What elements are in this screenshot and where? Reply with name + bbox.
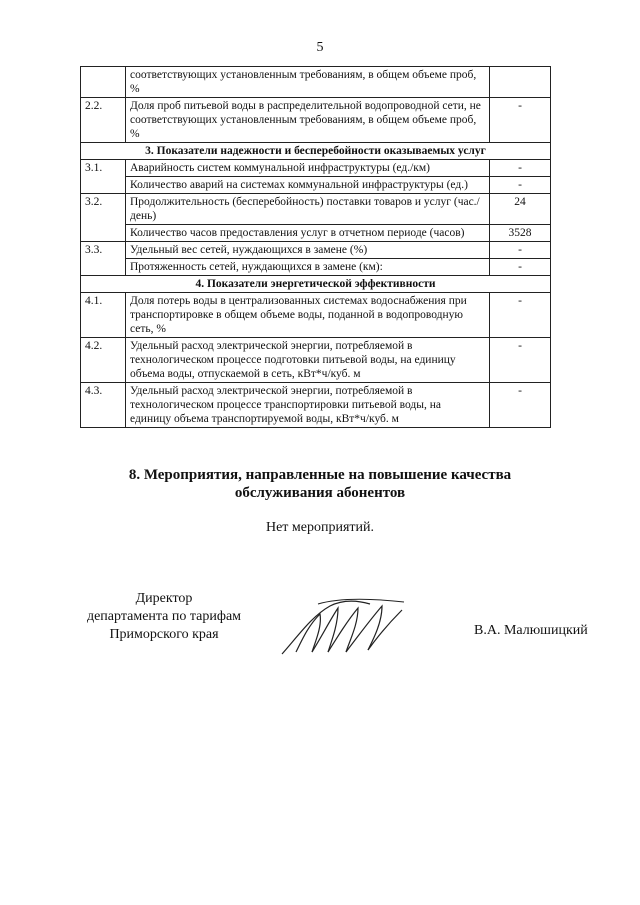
section-8-title-line1: 8. Мероприятия, направленные на повышение качества	[128, 467, 512, 483]
no-events-text: Нет мероприятий.	[265, 520, 375, 535]
subrow-value: 3528	[490, 225, 551, 242]
section-3-header: 3. Показатели надежности и бесперебойности оказываемых услуг	[81, 143, 551, 160]
row-value: -	[490, 338, 551, 383]
section-header-row	[81, 143, 551, 160]
table-row	[81, 293, 551, 338]
signatory-title-line3: Приморского края	[109, 627, 219, 642]
subrow-value: -	[490, 259, 551, 276]
row-number: 4.3.	[81, 383, 126, 428]
row-number: 3.2.	[81, 194, 126, 242]
table-row	[81, 338, 551, 383]
subrow-text: Количество часов предоставления услуг в отчетном периоде (часов)	[126, 225, 490, 242]
row-value: 24	[490, 194, 551, 225]
subrow-value: -	[490, 177, 551, 194]
row-value	[490, 67, 551, 98]
signatory-title-line1: Директор	[135, 591, 193, 606]
subrow-text: Протяженность сетей, нуждающихся в замене (км):	[126, 259, 490, 276]
row-value: -	[490, 293, 551, 338]
row-number: 4.2.	[81, 338, 126, 383]
subrow-text: Количество аварий на системах коммунальной инфраструктуры (ед.)	[126, 177, 490, 194]
row-number: 3.3.	[81, 242, 126, 276]
row-text: Удельный расход электрической энергии, потребляемой в технологическом процессе транспортировки питьевой воды, на единицу объема транспортируемой воды, кВт*ч/куб. м	[126, 383, 490, 428]
row-value: -	[490, 160, 551, 177]
row-text: Доля проб питьевой воды в распределительной водопроводной сети, не соответствующих установленным требованиям, в общем объеме проб, %	[126, 98, 490, 143]
row-text: Доля потерь воды в централизованных системах водоснабжения при транспортировке в общем объеме воды, поданной в водопроводную сеть, %	[126, 293, 490, 338]
table-row	[81, 160, 551, 177]
indicators-table	[80, 66, 551, 428]
row-text: Аварийность систем коммунальной инфраструктуры (ед./км)	[126, 160, 490, 177]
table-subrow	[81, 259, 551, 276]
handwritten-signature	[278, 596, 408, 660]
row-text: Удельный расход электрической энергии, потребляемой в технологическом процессе подготовки питьевой воды, на единицу объема воды, отпускаемой в сеть, кВт*ч/куб. м	[126, 338, 490, 383]
section-4-header: 4. Показатели энергетической эффективности	[81, 276, 551, 293]
table-row	[81, 98, 551, 143]
row-value: -	[490, 242, 551, 259]
row-text: соответствующих установленным требованиям, в общем объеме проб, %	[126, 67, 490, 98]
section-8-title-line2: обслуживания абонентов	[234, 485, 406, 501]
row-number: 4.1.	[81, 293, 126, 338]
row-number: 3.1.	[81, 160, 126, 194]
row-text: Продолжительность (бесперебойность) поставки товаров и услуг (час./день)	[126, 194, 490, 225]
table-row	[81, 67, 551, 98]
table-subrow	[81, 225, 551, 242]
table-row	[81, 383, 551, 428]
row-number	[81, 67, 126, 98]
row-value: -	[490, 383, 551, 428]
row-number: 2.2.	[81, 98, 126, 143]
table-row	[81, 194, 551, 225]
table-subrow	[81, 177, 551, 194]
signatory-title-line2: департамента по тарифам	[86, 609, 242, 624]
section-header-row	[81, 276, 551, 293]
signatory-name: В.А. Малюшицкий	[474, 623, 588, 638]
page-number: 5	[316, 40, 324, 55]
signatory-title	[74, 590, 254, 644]
row-value: -	[490, 98, 551, 143]
section-8-title	[0, 466, 640, 502]
table-row	[81, 242, 551, 259]
row-text: Удельный вес сетей, нуждающихся в замене (%)	[126, 242, 490, 259]
